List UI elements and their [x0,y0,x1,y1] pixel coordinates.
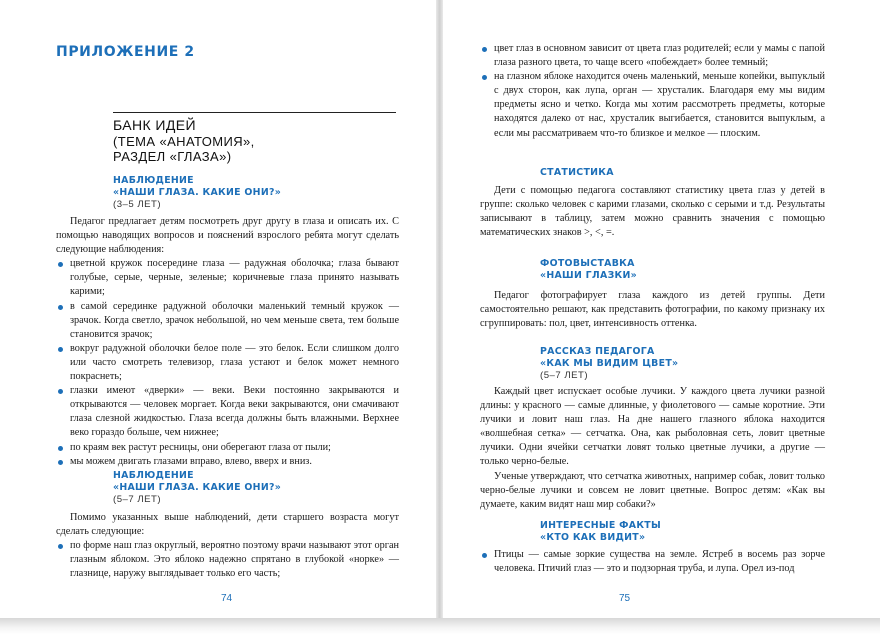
facts-bullet-list [480,548,825,576]
list-item-text: по краям век растут ресницы, они оберегают глаза от пыли; [70,441,331,453]
list-item [56,257,399,299]
photo-exhibition-heading [540,258,637,282]
book-bottom-edge [0,618,880,634]
story-age: (5–7 ЛЕТ) [540,369,589,381]
list-item-text: в самой серединке радужной оболочки маленький темный кружок — зрачок. Когда светло, зрачок небольшой, но чем меньше света, тем больше становится зрачок; [70,300,399,340]
top-bullets-body [480,42,825,141]
list-item [56,441,399,455]
list-item [56,384,399,440]
list-item [56,300,399,342]
list-item-text: на глазном яблоке находится очень маленький, меньше копейки, выпуклый с двух сторон, как лупа, орган — хрусталик. Благодаря ему мы видим предметы ясно и четко. Когда мы хотим рассмотреть предметы, которые находятся далеко от нас, хрусталик выгибается, становится выпуклым, а если мы рассматриваем что-то близкое и мелкое — плоским. [494,71,825,139]
section2-heading-line2: «НАШИ ГЛАЗА. КАКИЕ ОНИ?» [113,481,282,493]
section2-intro: Помимо указанных выше наблюдений, дети старшего возраста могут сделать следующие: [56,512,399,538]
bullet-icon [58,446,63,451]
list-item-text: Птицы — самые зоркие существа на земле. Ястреб в восемь раз зорче человека. Птичий глаз — это и подзорная труба, и лупа. Орел из-под [494,549,825,575]
section1-heading-line1: НАБЛЮДЕНИЕ [113,175,194,186]
list-item [480,42,825,70]
list-item [480,70,825,140]
statistics-body [480,184,825,240]
section2-heading-line1: НАБЛЮДЕНИЕ [113,470,194,481]
list-item [56,342,399,384]
bullet-icon [58,305,63,310]
statistics-heading-line1: СТАТИСТИКА [540,167,614,178]
page-number-left: 74 [221,593,233,604]
list-item-text: глазки имеют «дверки» — веки. Веки постоянно закрываются и открываются — человек моргает. Когда веки закрываются, они смачивают глаза слезной жидкостью. Глаза всегда должны быть влажными. Верхнее веко гораздо больше, чем нижнее; [70,385,399,439]
photo-heading-line2: «НАШИ ГЛАЗКИ» [540,269,637,281]
story-paragraph-1: Каждый цвет испускает особые лучики. У каждого цвета лучики разной длины: у красного — самые длинные, у фиолетового — самые коротние. Эти лучики и ловит наш глаз. На дне нашего глазного яблока находится «волшебная сетка» — сетчатка. Она, как рыболовная сеть, ловит цветные лучики. Одни ячейки сетчатки ловят только цветные лучики, а другие — только черно-белые. [480,386,825,468]
section1-intro: Педагог предлагает детям посмотреть друг другу в глаза и описать их. С помощью наводящих вопросов и пояснений взрослого ребята могут сделать следующие наблюдения: [56,216,399,256]
bullet-icon [58,460,63,465]
idea-bank-title-line3: РАЗДЕЛ «ГЛАЗА») [113,149,232,164]
photo-heading-line1: ФОТОВЫСТАВКА [540,258,635,269]
section1-body [56,215,399,469]
section2-bullet-list [56,539,399,581]
top-bullet-list [480,42,825,141]
story-heading-line1: РАССКАЗ ПЕДАГОГА [540,346,655,357]
interesting-facts-heading [540,520,661,544]
photo-exhibition-body [480,289,825,331]
teacher-story-heading [540,346,678,381]
section1-heading-line2: «НАШИ ГЛАЗА. КАКИЕ ОНИ?» [113,186,282,198]
list-item [56,455,399,469]
title-rule [113,112,396,113]
list-item-text: мы можем двигать глазами вправо, влево, вверх и вниз. [70,455,312,467]
interesting-facts-body [480,548,825,576]
facts-heading-line1: ИНТЕРЕСНЫЕ ФАКТЫ [540,520,661,531]
story-paragraph-2: Ученые утверждают, что сетчатка животных, например собак, ловит только черно-белые лучики и совсем не ловит цветные. Вопрос детям: «Как вы думаете, каким видят наш мир собаки?» [480,470,825,510]
facts-heading-line2: «КТО КАК ВИДИТ» [540,531,646,543]
list-item-text: по форме наш глаз округлый, вероятно поэтому врачи называют этот орган глазным яблоком. Это яблоко надежно спрятано в глубокой «норке» — глазнице, наружу выглядывает только его часть; [70,540,399,580]
idea-bank-title-line2: (ТЕМА «АНАТОМИЯ», [113,133,255,149]
story-heading-line2: «КАК МЫ ВИДИМ ЦВЕТ» [540,357,679,369]
teacher-story-body [480,385,825,512]
bullet-icon [58,347,63,352]
statistics-text: Дети с помощью педагога составляют статистику цвета глаз у детей в группе: сколько человек с карими глазами, сколько с серыми и т.д. Результаты записывают в таблицу, затем можно сравнить значения с помощью математических знаков >, <, =. [480,185,825,239]
photo-text: Педагог фотографирует глаза каждого из детей группы. Дети самостоятельно решают, как представить фотографии, по какому признаку их сгруппировать: пол, цвет, интенсивность оттенка. [480,290,825,330]
section2-body [56,511,399,581]
section1-age: (3–5 ЛЕТ) [113,198,162,210]
bullet-icon [58,544,63,549]
section1-heading [113,175,281,210]
section1-bullet-list [56,257,399,468]
bullet-icon [482,75,487,80]
section2-age: (5–7 ЛЕТ) [113,493,162,505]
bullet-icon [58,389,63,394]
book-gutter [436,0,443,618]
left-page [0,0,436,618]
list-item-text: вокруг радужной оболочки белое поле — это белок. Если слишком долго или часто смотреть телевизор, глаза устают и белок может немного покраснеть; [70,342,399,383]
list-item-text: цветной кружок посередине глаза — радужная оболочка; глаза бывают голубые, серые, черные, зеленые; коричневые глаза принято называть карими; [70,258,399,298]
list-item [480,548,825,576]
statistics-heading [540,167,614,179]
bullet-icon [482,47,487,52]
idea-bank-title-line1: БАНК ИДЕЙ [113,117,196,133]
idea-bank-title [113,118,403,165]
section2-heading [113,470,281,505]
list-item-text: цвет глаз в основном зависит от цвета глаз родителей; если у мамы с папой глаза разного цвета, то чаще всего «побеждает» более темный; [494,43,825,69]
page-number-right: 75 [619,593,631,604]
appendix-title: ПРИЛОЖЕНИЕ 2 [56,44,195,60]
right-page [443,0,880,618]
bullet-icon [58,262,63,267]
list-item [56,539,399,581]
bullet-icon [482,553,487,558]
